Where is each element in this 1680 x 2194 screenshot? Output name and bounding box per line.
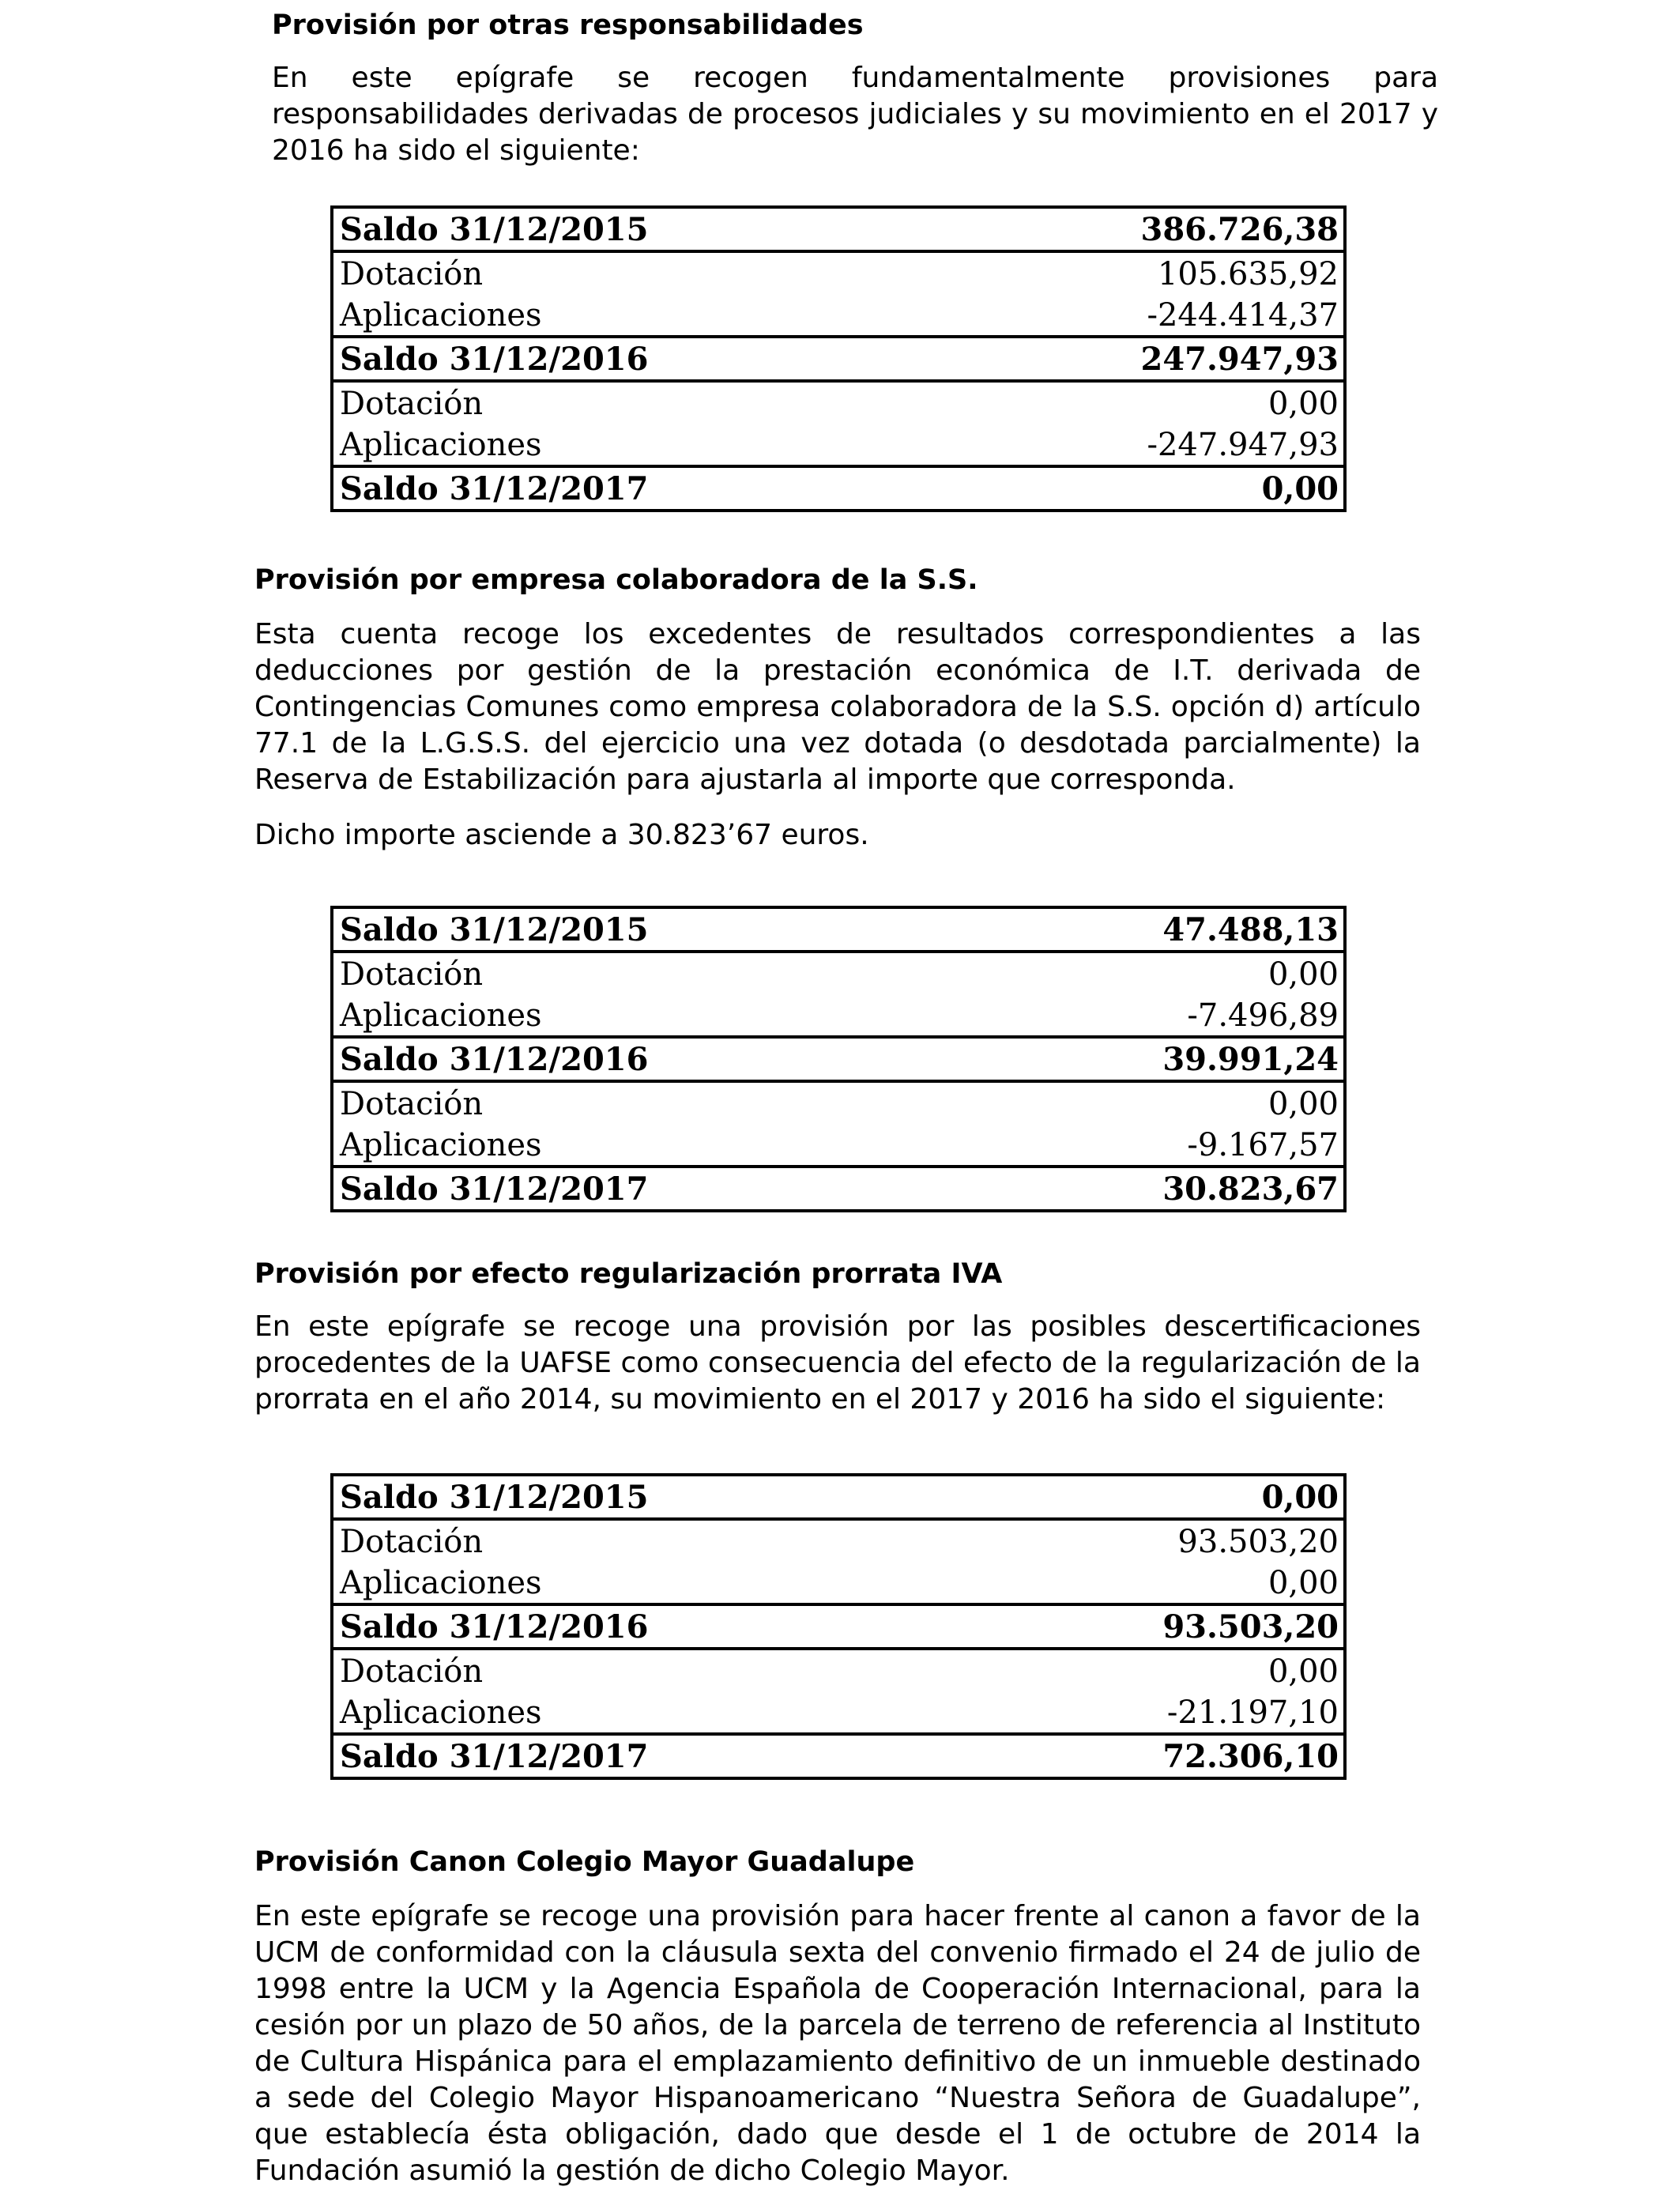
section-paragraph: Esta cuenta recoge los excedentes de resultados correspondientes a las deducciones por gestión de la prestación económica de I.T. derivada de Contingencias Comunes como empresa colaboradora de la S.S. opción d) artículo 77.1 de la L.G.S.S. del ejercicio una vez dotada (o desdotada parcialmente) la Reserva de Estabilización para ajustarla al importe que corresponda.: [254, 618, 1421, 796]
row-amount: -7.496,89: [1187, 997, 1339, 1034]
row-label: Aplicaciones: [340, 427, 542, 463]
row-amount: 72.306,10: [970, 1734, 1345, 1778]
row-amount: -247.947,93: [1147, 427, 1339, 463]
row-label: Aplicaciones: [340, 1695, 542, 1731]
row-label: Dotación: [340, 256, 484, 292]
row-label: Saldo 31/12/2016: [332, 1604, 970, 1649]
movement-table: [330, 906, 1347, 1212]
section-heading: Provisión por otras responsabilidades: [272, 9, 864, 41]
row-amount: 0,00: [970, 1475, 1345, 1519]
table-row: [332, 1649, 1345, 1691]
row-label: Saldo 31/12/2017: [332, 466, 944, 511]
row-amount: 105.635,92: [1157, 256, 1339, 292]
section-paragraph: En este epígrafe se recoge una provisión por las posibles descertificaciones procedentes de la UAFSE como consecuencia del efecto de la regularización de la prorrata en el año 2014, su movimiento en el 2017 y 2016 ha sido el siguiente:: [254, 1310, 1421, 1416]
row-amount: 386.726,38: [944, 207, 1345, 251]
table-row: [332, 381, 1345, 424]
table-row: [332, 994, 1345, 1037]
row-amount: 247.947,93: [944, 337, 1345, 381]
section-heading: Provisión por empresa colaboradora de la S.S.: [254, 564, 978, 596]
row-amount: 47.488,13: [970, 907, 1345, 952]
table-row-saldo: [332, 1734, 1345, 1778]
movement-table: [330, 1473, 1347, 1780]
row-label: Saldo 31/12/2015: [332, 907, 970, 952]
table-row: [332, 424, 1345, 466]
table-row: [332, 294, 1345, 337]
row-label: Dotación: [340, 386, 484, 422]
row-amount: 0,00: [944, 466, 1345, 511]
row-label: Dotación: [340, 1653, 484, 1690]
row-amount: 0,00: [1268, 386, 1339, 422]
row-amount: 0,00: [1268, 1565, 1339, 1601]
table-row-saldo: [332, 1475, 1345, 1519]
table-row: [332, 1562, 1345, 1604]
row-label: Dotación: [340, 1086, 484, 1122]
table-row-saldo: [332, 466, 1345, 511]
row-label: Saldo 31/12/2016: [332, 337, 944, 381]
row-label: Saldo 31/12/2017: [332, 1167, 970, 1211]
row-label: Aplicaciones: [340, 997, 542, 1034]
row-amount: 93.503,20: [970, 1604, 1345, 1649]
movement-table: [330, 205, 1347, 512]
row-label: Saldo 31/12/2015: [332, 1475, 970, 1519]
table-row: [332, 1124, 1345, 1167]
row-label: Saldo 31/12/2015: [332, 207, 944, 251]
row-label: Aplicaciones: [340, 297, 542, 334]
row-amount: 0,00: [1268, 1086, 1339, 1122]
row-label: Dotación: [340, 956, 484, 993]
row-label: Dotación: [340, 1524, 484, 1560]
row-amount: -21.197,10: [1166, 1695, 1339, 1731]
row-amount: 0,00: [1268, 956, 1339, 993]
table-row: [332, 952, 1345, 994]
section-paragraph: En este epígrafe se recogen fundamentalmente provisiones para responsabilidades derivadas de procesos judiciales y su movimiento en el 2017 y 2016 ha sido el siguiente:: [272, 62, 1438, 167]
section-paragraph: En este epígrafe se recoge una provisión para hacer frente al canon a favor de la UCM de conformidad con la cláusula sexta del convenio firmado el 24 de julio de 1998 entre la UCM y la Agencia Española de Cooperación Internacional, para la cesión por un plazo de 50 años, de la parcela de terreno de referencia al Instituto de Cultura Hispánica para el emplazamiento definitivo de un inmueble destinado a sede del Colegio Mayor Hispanoamericano “Nuestra Señora de Guadalupe”, que establecía ésta obligación, dado que desde el 1 de octubre de 2014 la Fundación asumió la gestión de dicho Colegio Mayor.: [254, 1900, 1421, 2187]
table-row-saldo: [332, 1167, 1345, 1211]
table-row-saldo: [332, 1037, 1345, 1081]
row-label: Aplicaciones: [340, 1565, 542, 1601]
table-row-saldo: [332, 207, 1345, 251]
row-amount: 0,00: [1268, 1653, 1339, 1690]
section-paragraph-amount: Dicho importe asciende a 30.823’67 euros.: [254, 819, 869, 851]
table-row: [332, 1691, 1345, 1734]
table-row: [332, 1081, 1345, 1124]
table-row: [332, 1519, 1345, 1562]
section-heading: Provisión por efecto regularización prorrata IVA: [254, 1258, 1003, 1290]
table-row-saldo: [332, 337, 1345, 381]
row-label: Saldo 31/12/2017: [332, 1734, 970, 1778]
row-amount: -9.167,57: [1187, 1127, 1339, 1163]
table-row-saldo: [332, 907, 1345, 952]
row-amount: 39.991,24: [970, 1037, 1345, 1081]
row-amount: -244.414,37: [1147, 297, 1339, 334]
row-amount: 30.823,67: [970, 1167, 1345, 1211]
row-label: Saldo 31/12/2016: [332, 1037, 970, 1081]
table-row-saldo: [332, 1604, 1345, 1649]
row-label: Aplicaciones: [340, 1127, 542, 1163]
table-row: [332, 251, 1345, 294]
section-heading: Provisión Canon Colegio Mayor Guadalupe: [254, 1846, 915, 1878]
row-amount: 93.503,20: [1177, 1524, 1339, 1560]
